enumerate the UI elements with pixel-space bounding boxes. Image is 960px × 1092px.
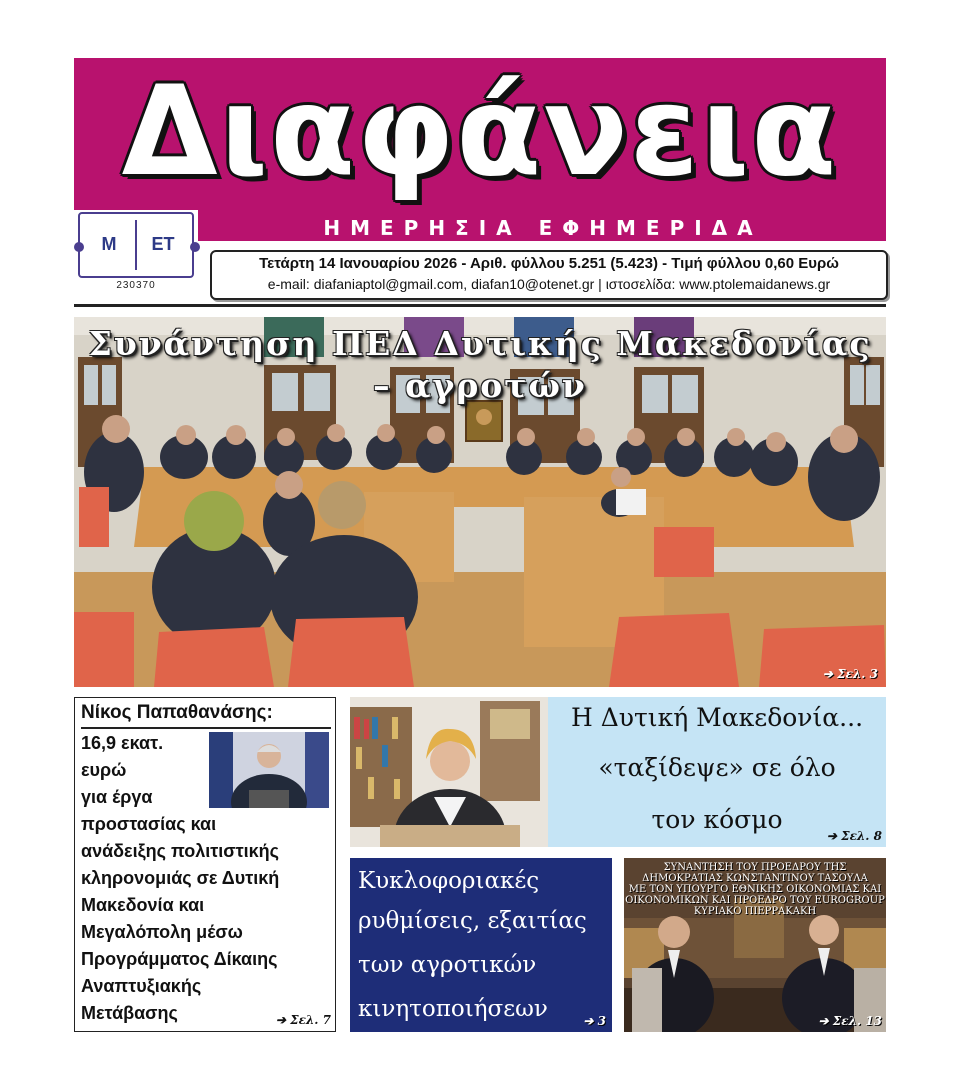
main-page-ref[interactable]: ➔ Σελ. 3: [822, 667, 878, 681]
met-letter-left: Μ: [101, 234, 117, 254]
traffic-headline-line: των αγροτικών: [358, 952, 537, 978]
main-story[interactable]: [74, 317, 886, 687]
met-letter-right: ΕΤ: [151, 234, 175, 254]
travel-page-ref[interactable]: ➔ Σελ. 8: [826, 829, 882, 843]
story-line: Μεγαλόπολη μέσω: [81, 922, 243, 942]
story-line: 16,9 εκατ.: [81, 733, 164, 753]
traffic-story[interactable]: [350, 858, 612, 1032]
main-headline[interactable]: [74, 323, 886, 407]
main-headline-line2: – αγροτών: [373, 366, 587, 405]
story-line: Μετάβασης: [81, 1003, 178, 1023]
met-dot-left: [74, 242, 84, 252]
met-number: 230370: [116, 280, 156, 291]
left-page-ref[interactable]: ➔ Σελ. 7: [275, 1013, 331, 1027]
papathanasis-photo: [209, 732, 329, 808]
met-divider: [135, 220, 137, 270]
met-logo: [74, 210, 198, 291]
travel-story[interactable]: [548, 697, 886, 847]
meeting-story[interactable]: [624, 858, 886, 1032]
issue-date-price: Τετάρτη 14 Ιανουαρίου 2026 - Αριθ. φύλλου 5.251 (5.423) - Τιμή φύλλου 0,60 Ευρώ: [259, 255, 839, 272]
story-line: ευρώ: [81, 760, 127, 780]
traffic-page-ref[interactable]: ➔ 3: [583, 1014, 606, 1028]
issue-info-box: [210, 250, 888, 300]
story-person-name: Νίκος Παπαθανάσης:: [81, 702, 273, 723]
meeting-caption-line: ΣΥΝΑΝΤΗΣΗ ΤΟΥ ΠΡΟΕΔΡΟΥ ΤΗΣ: [663, 862, 847, 873]
traffic-headline-line: ρυθμίσεις, εξαιτίας: [358, 908, 587, 934]
meeting-caption-line: ΟΙΚΟΝΟΜΙΚΩΝ ΚΑΙ ΠΡΟΕΔΡΟ ΤΟΥ EUROGROUP: [625, 895, 885, 906]
newspaper-subtitle: ΗΜΕΡΗΣΙΑ ΕΦΗΜΕΡΙΔΑ: [323, 216, 763, 240]
story-line: κληρονομιάς σε Δυτική: [81, 868, 280, 888]
header-rule: [74, 304, 886, 307]
story-line: Αναπτυξιακής: [81, 976, 202, 996]
story-line: για έργα: [81, 787, 153, 807]
name-underline: [81, 727, 331, 729]
traffic-headline-line: Κυκλοφοριακές: [358, 868, 540, 894]
issue-contacts: e-mail: diafaniaptol@gmail.com, diafan10@otenet.gr | ιστοσελίδα: www.ptolemaidanews.gr: [267, 276, 831, 292]
main-headline-line1: Συνάντηση ΠΕΔ Δυτικής Μακεδονίας: [88, 324, 872, 363]
story-line: προστασίας και: [81, 814, 217, 834]
traffic-headline-line: κινητοποιήσεων: [358, 996, 548, 1022]
travel-story-photo[interactable]: [350, 697, 548, 847]
meeting-caption-line: ΜΕ ΤΟΝ ΥΠΟΥΡΓΟ ΕΘΝΙΚΗΣ ΟΙΚΟΝΟΜΙΑΣ ΚΑΙ: [628, 884, 882, 895]
papathanasis-story[interactable]: [74, 697, 336, 1032]
meeting-page-ref[interactable]: ➔ Σελ. 13: [818, 1014, 882, 1028]
story-line: Μακεδονία και: [81, 895, 205, 915]
met-dot-right: [190, 242, 200, 252]
travel-headline-line: Η Δυτική Μακεδονία...: [570, 703, 864, 732]
travel-headline-line: τον κόσμο: [651, 805, 783, 834]
travel-headline-line: «ταξίδεψε» σε όλο: [598, 753, 836, 782]
newspaper-title: Διαφάνεια: [121, 60, 839, 204]
meeting-caption-line: ΚΥΡΙΑΚΟ ΠΙΕΡΡΑΚΑΚΗ: [693, 906, 817, 917]
meeting-caption-line: ΔΗΜΟΚΡΑΤΙΑΣ ΚΩΝΣΤΑΝΤΙΝΟΥ ΤΑΣΟΥΛΑ: [642, 873, 868, 884]
met-book-icon: [78, 212, 194, 278]
story-line: ανάδειξης πολιτιστικής: [81, 841, 280, 861]
story-line: Προγράμματος Δίκαιης: [81, 949, 278, 969]
